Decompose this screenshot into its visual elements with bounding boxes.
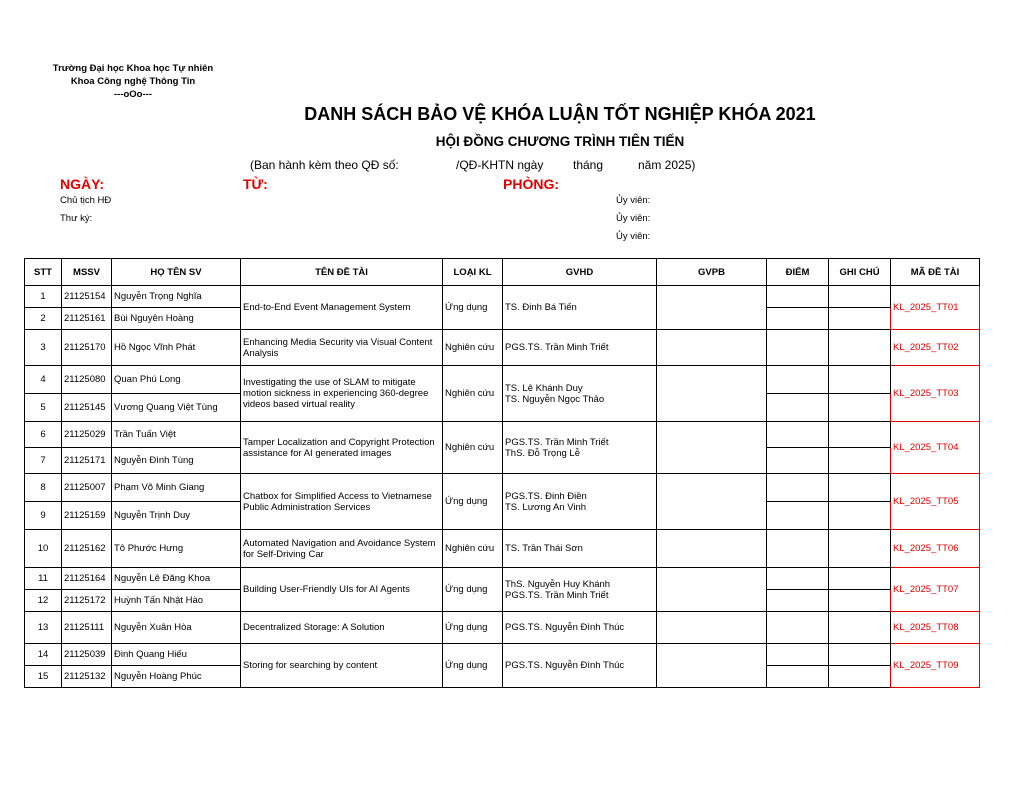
cell-type: Ứng dụng: [443, 644, 503, 688]
cell-type: Ứng dụng: [443, 474, 503, 530]
cell-mssv: 21125170: [62, 330, 112, 366]
member-label: Ủy viên:: [616, 195, 651, 206]
table-row: [25, 422, 980, 448]
header-reviewer: GVPB: [657, 259, 767, 286]
cell-stt: 3: [25, 330, 62, 366]
cell-score: [767, 644, 829, 666]
cell-reviewer: [657, 568, 767, 612]
cell-stt: 7: [25, 448, 62, 474]
cell-name: Nguyễn Đình Tùng: [112, 448, 241, 474]
cell-note: [829, 502, 891, 530]
header-code: MÃ ĐỀ TÀI: [891, 259, 980, 286]
cell-name: Tô Phước Hưng: [112, 530, 241, 568]
cell-name: Nguyễn Trịnh Duy: [112, 502, 241, 530]
cell-name: Nguyễn Hoàng Phúc: [112, 666, 241, 688]
cell-topic-code: KL_2025_TT01: [891, 286, 980, 330]
cell-stt: 6: [25, 422, 62, 448]
cell-stt: 10: [25, 530, 62, 568]
cell-score: [767, 474, 829, 502]
university-name: Trường Đại học Khoa học Tự nhiên: [52, 63, 214, 74]
cell-score: [767, 366, 829, 394]
cell-mssv: 21125159: [62, 502, 112, 530]
header-type: LOẠI KL: [443, 259, 503, 286]
cell-note: [829, 666, 891, 688]
cell-mssv: 21125171: [62, 448, 112, 474]
cell-name: Huỳnh Tấn Nhật Hào: [112, 590, 241, 612]
cell-stt: 4: [25, 366, 62, 394]
header-name: HỌ TÊN SV: [112, 259, 241, 286]
table-row: [25, 530, 980, 568]
cell-reviewer: [657, 474, 767, 530]
cell-topic: Building User-Friendly UIs for AI Agents: [241, 568, 443, 612]
cell-reviewer: [657, 530, 767, 568]
cell-topic: Tamper Localization and Copyright Protection assistance for AI generated images: [241, 422, 443, 474]
cell-mssv: 21125111: [62, 612, 112, 644]
cell-type: Nghiên cứu: [443, 422, 503, 474]
cell-score: [767, 394, 829, 422]
table-row: [25, 366, 980, 394]
table-row: [25, 474, 980, 502]
cell-name: Đinh Quang Hiếu: [112, 644, 241, 666]
cell-mssv: 21125132: [62, 666, 112, 688]
cell-type: Nghiên cứu: [443, 530, 503, 568]
cell-stt: 5: [25, 394, 62, 422]
cell-score: [767, 612, 829, 644]
cell-note: [829, 394, 891, 422]
chair-label: Chủ tịch HĐ: [60, 195, 112, 206]
cell-topic: Investigating the use of SLAM to mitigate motion sickness in experiencing 360-degree videos based virtual reality: [241, 366, 443, 422]
ornament: ---oOo---: [114, 89, 152, 100]
cell-advisor: PGS.TS. Nguyễn Đình Thúc: [503, 644, 657, 688]
cell-type: Ứng dụng: [443, 612, 503, 644]
cell-score: [767, 330, 829, 366]
from-label: TỪ:: [243, 176, 268, 192]
cell-stt: 1: [25, 286, 62, 308]
cell-mssv: 21125029: [62, 422, 112, 448]
cell-topic-code: KL_2025_TT03: [891, 366, 980, 422]
decree-mid: /QĐ-KHTN ngày: [456, 158, 544, 172]
cell-note: [829, 448, 891, 474]
cell-topic: Enhancing Media Security via Visual Content Analysis: [241, 330, 443, 366]
council-subtitle: HỘI ĐỒNG CHƯƠNG TRÌNH TIÊN TIẾN: [435, 134, 685, 149]
table-row: [25, 330, 980, 366]
cell-topic-code: KL_2025_TT06: [891, 530, 980, 568]
cell-topic-code: KL_2025_TT02: [891, 330, 980, 366]
institution-block: [48, 62, 218, 101]
cell-score: [767, 590, 829, 612]
cell-topic: Automated Navigation and Avoidance System for Self-Driving Car: [241, 530, 443, 568]
cell-note: [829, 308, 891, 330]
cell-advisor: PGS.TS. Trần Minh Triết: [503, 330, 657, 366]
header-mssv: MSSV: [62, 259, 112, 286]
defense-list-table: [24, 258, 980, 688]
cell-stt: 12: [25, 590, 62, 612]
cell-note: [829, 366, 891, 394]
faculty-name: Khoa Công nghệ Thông Tin: [70, 76, 196, 87]
header-topic: TÊN ĐỀ TÀI: [241, 259, 443, 286]
cell-note: [829, 612, 891, 644]
cell-type: Nghiên cứu: [443, 330, 503, 366]
cell-topic-code: KL_2025_TT07: [891, 568, 980, 612]
cell-score: [767, 530, 829, 568]
cell-stt: 15: [25, 666, 62, 688]
table-body: [25, 286, 980, 688]
cell-advisor: TS. Trần Thái Sơn: [503, 530, 657, 568]
cell-stt: 2: [25, 308, 62, 330]
table-row: [25, 644, 980, 666]
cell-reviewer: [657, 286, 767, 330]
header-advisor: GVHD: [503, 259, 657, 286]
table-row: [25, 286, 980, 308]
cell-topic: Decentralized Storage: A Solution: [241, 612, 443, 644]
cell-mssv: 21125164: [62, 568, 112, 590]
document-title: DANH SÁCH BẢO VỆ KHÓA LUẬN TỐT NGHIỆP KHÓA 2021: [304, 104, 816, 124]
cell-stt: 8: [25, 474, 62, 502]
cell-name: Trần Tuấn Việt: [112, 422, 241, 448]
cell-stt: 11: [25, 568, 62, 590]
cell-advisor: PGS.TS. Đinh Điền TS. Lương An Vinh: [503, 474, 657, 530]
cell-reviewer: [657, 330, 767, 366]
header-stt: STT: [25, 259, 62, 286]
cell-note: [829, 530, 891, 568]
cell-mssv: 21125080: [62, 366, 112, 394]
cell-score: [767, 286, 829, 308]
cell-note: [829, 422, 891, 448]
cell-topic-code: KL_2025_TT08: [891, 612, 980, 644]
cell-advisor: TS. Lê Khánh Duy TS. Nguyễn Ngọc Thảo: [503, 366, 657, 422]
cell-mssv: 21125161: [62, 308, 112, 330]
date-label: NGÀY:: [60, 176, 105, 192]
room-label: PHÒNG:: [503, 176, 559, 192]
cell-score: [767, 422, 829, 448]
cell-advisor: PGS.TS. Nguyễn Đình Thúc: [503, 612, 657, 644]
cell-stt: 9: [25, 502, 62, 530]
cell-note: [829, 474, 891, 502]
cell-score: [767, 448, 829, 474]
decree-year: năm 2025): [638, 158, 696, 172]
table-header-row: [25, 259, 980, 286]
cell-name: Vương Quang Việt Tùng: [112, 394, 241, 422]
cell-score: [767, 308, 829, 330]
cell-mssv: 21125007: [62, 474, 112, 502]
cell-stt: 13: [25, 612, 62, 644]
cell-name: Quan Phú Long: [112, 366, 241, 394]
member-label: Ủy viên:: [616, 213, 651, 224]
cell-topic: Chatbox for Simplified Access to Vietnamese Public Administration Services: [241, 474, 443, 530]
cell-type: Ứng dụng: [443, 568, 503, 612]
cell-mssv: 21125172: [62, 590, 112, 612]
decree-month: tháng: [573, 158, 604, 172]
cell-note: [829, 286, 891, 308]
cell-name: Nguyễn Xuân Hòa: [112, 612, 241, 644]
cell-topic: Storing for searching by content: [241, 644, 443, 688]
cell-mssv: 21125154: [62, 286, 112, 308]
cell-topic-code: KL_2025_TT05: [891, 474, 980, 530]
cell-mssv: 21125039: [62, 644, 112, 666]
cell-name: Phạm Võ Minh Giang: [112, 474, 241, 502]
cell-type: Ứng dụng: [443, 286, 503, 330]
cell-advisor: ThS. Nguyễn Huy Khánh PGS.TS. Trần Minh Triết: [503, 568, 657, 612]
header-score: ĐIỂM: [767, 259, 829, 286]
cell-note: [829, 590, 891, 612]
cell-stt: 14: [25, 644, 62, 666]
cell-type: Nghiên cứu: [443, 366, 503, 422]
cell-name: Hồ Ngọc Vĩnh Phát: [112, 330, 241, 366]
cell-note: [829, 330, 891, 366]
cell-score: [767, 666, 829, 688]
secretary-label: Thư ký:: [60, 213, 93, 224]
cell-reviewer: [657, 366, 767, 422]
cell-name: Nguyễn Trọng Nghĩa: [112, 286, 241, 308]
cell-reviewer: [657, 644, 767, 688]
cell-name: Bùi Nguyên Hoàng: [112, 308, 241, 330]
cell-score: [767, 502, 829, 530]
cell-note: [829, 568, 891, 590]
cell-topic-code: KL_2025_TT09: [891, 644, 980, 688]
table-row: [25, 568, 980, 590]
cell-name: Nguyễn Lê Đăng Khoa: [112, 568, 241, 590]
cell-score: [767, 568, 829, 590]
member-label: Ủy viên:: [616, 231, 651, 242]
cell-advisor: PGS.TS. Trần Minh Triết ThS. Đỗ Trọng Lễ: [503, 422, 657, 474]
cell-topic: End-to-End Event Management System: [241, 286, 443, 330]
table-row: [25, 612, 980, 644]
cell-note: [829, 644, 891, 666]
cell-reviewer: [657, 422, 767, 474]
cell-mssv: 21125145: [62, 394, 112, 422]
cell-topic-code: KL_2025_TT04: [891, 422, 980, 474]
cell-reviewer: [657, 612, 767, 644]
cell-mssv: 21125162: [62, 530, 112, 568]
header-note: GHI CHÚ: [829, 259, 891, 286]
cell-advisor: TS. Đinh Bá Tiến: [503, 286, 657, 330]
decree-prefix: (Ban hành kèm theo QĐ số:: [250, 158, 399, 172]
